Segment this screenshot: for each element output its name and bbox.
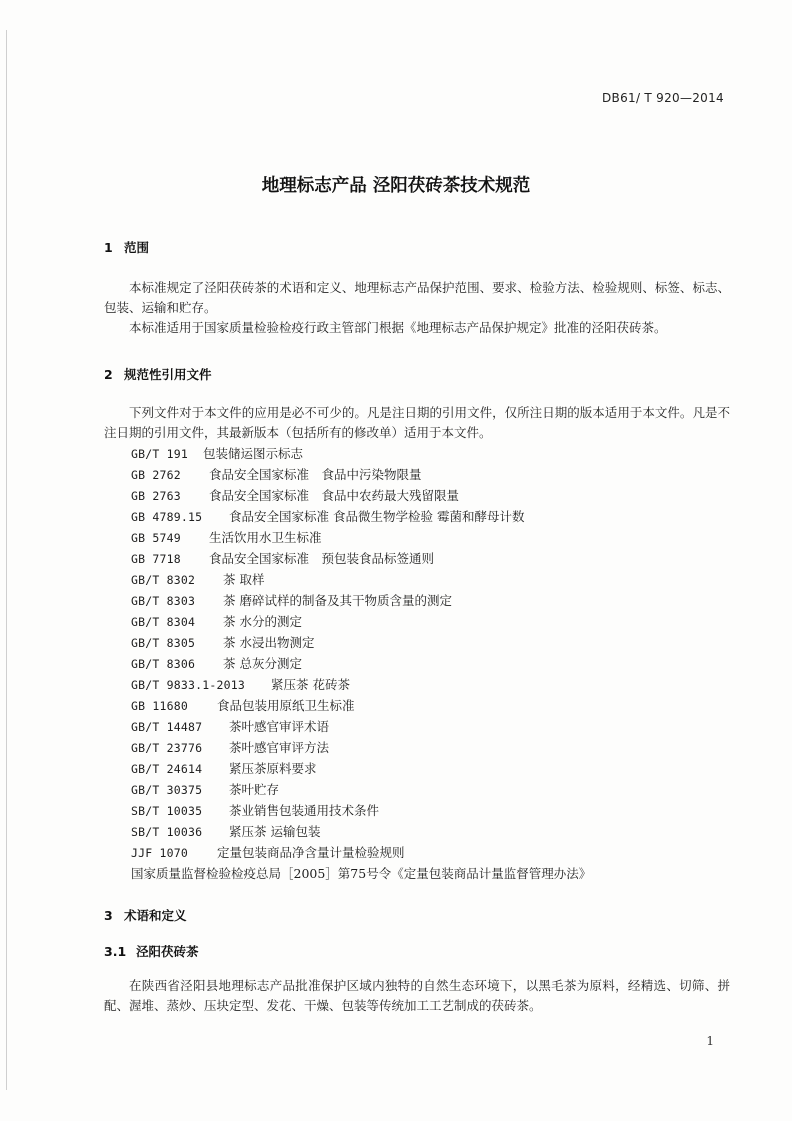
reference-name: 茶叶贮存 [229, 782, 280, 797]
reference-code: GB/T 9833.1-2013 [131, 678, 245, 692]
reference-code: GB 2763 [131, 489, 181, 503]
reference-item [131, 843, 405, 863]
reference-item [131, 486, 460, 506]
scope-paragraph-2: 本标准适用于国家质量检验检疫行政主管部门根据《地理标志产品保护规定》批准的泾阳茯砖茶。 [129, 320, 667, 335]
reference-code: GB/T 14487 [131, 720, 203, 734]
reference-item [131, 507, 525, 527]
reference-name: 食品安全国家标准 食品微生物学检验 霉菌和酵母计数 [229, 509, 525, 524]
page-number: 1 [706, 1034, 714, 1048]
reference-name: 茶叶感官审评术语 [229, 719, 330, 734]
scope-paragraph-1: 本标准规定了泾阳茯砖茶的术语和定义、地理标志产品保护范围、要求、检验方法、检验规则、标签、标志、包装、运输和贮存。 [104, 280, 730, 315]
subsection-3-1-heading [104, 942, 199, 960]
reference-name: 茶叶感官审评方法 [229, 740, 330, 755]
section-3-heading [104, 906, 187, 924]
reference-name: 茶 磨碎试样的制备及其干物质含量的测定 [223, 593, 452, 608]
reference-item [131, 696, 355, 716]
reference-name: 紧压茶 花砖茶 [271, 677, 350, 692]
reference-name: 茶 水分的测定 [223, 614, 302, 629]
reference-code: GB 7718 [131, 552, 181, 566]
section-1-heading [104, 238, 149, 256]
section-number: 1 [104, 240, 113, 255]
reference-item [131, 528, 322, 548]
reference-code: GB/T 23776 [131, 741, 203, 755]
reference-name: 包装储运图示标志 [203, 446, 304, 461]
reference-item [131, 822, 321, 842]
reference-code: JJF 1070 [131, 846, 188, 860]
reference-code: GB/T 30375 [131, 783, 203, 797]
reference-item [131, 717, 330, 737]
reference-item [131, 801, 380, 821]
reference-code: GB 5749 [131, 531, 181, 545]
reference-code: GB/T 8306 [131, 657, 196, 671]
reference-item [131, 465, 422, 485]
reference-name: 食品安全国家标准 预包装食品标签通则 [209, 551, 435, 566]
reference-name: 食品安全国家标准 食品中污染物限量 [209, 467, 422, 482]
reference-name: 食品包装用原纸卫生标准 [217, 698, 355, 713]
reference-code: GB/T 8305 [131, 636, 196, 650]
reference-item [131, 591, 452, 611]
reference-item [131, 654, 302, 674]
reference-item [131, 675, 350, 695]
section-2-heading [104, 365, 212, 383]
reference-code: GB/T 191 [131, 447, 188, 461]
reference-item [131, 570, 265, 590]
reference-name: 生活饮用水卫生标准 [209, 530, 322, 545]
reference-code: GB/T 8302 [131, 573, 196, 587]
section-number: 3 [104, 908, 113, 923]
reference-code: SB/T 10035 [131, 804, 203, 818]
references-intro-paragraph: 下列文件对于本文件的应用是必不可少的。凡是注日期的引用文件，仅所注日期的版本适用于本文件。凡是不注日期的引用文件，其最新版本（包括所有的修改单）适用于本文件。 [104, 405, 730, 440]
reference-code: GB 4789.15 [131, 510, 203, 524]
section-title: 规范性引用文件 [124, 367, 212, 382]
reference-name: 紧压茶原料要求 [229, 761, 317, 776]
document-code: DB61/ T 920—2014 [602, 91, 724, 105]
definition-paragraph: 在陕西省泾阳县地理标志产品批准保护区域内独特的自然生态环境下，以黑毛茶为原料，经精选、切筛、拼配、渥堆、蒸炒、压块定型、发花、干燥、包装等传统加工工艺制成的茯砖茶。 [104, 978, 730, 1013]
reference-item [131, 780, 280, 800]
decree-reference: 国家质量监督检验检疫总局［2005］第75号令《定量包装商品计量监督管理办法》 [131, 866, 592, 881]
reference-name: 紧压茶 运输包装 [229, 824, 321, 839]
reference-name: 茶业销售包装通用技术条件 [229, 803, 380, 818]
reference-code: GB 2762 [131, 468, 181, 482]
reference-name: 茶 取样 [223, 572, 265, 587]
reference-item [131, 444, 304, 464]
reference-code: GB/T 8304 [131, 615, 196, 629]
section-title: 范围 [124, 240, 150, 255]
section-number: 3.1 [104, 944, 127, 959]
reference-item [131, 612, 302, 632]
document-title: 地理标志产品 泾阳茯砖茶技术规范 [261, 176, 531, 196]
reference-code: GB 11680 [131, 699, 188, 713]
section-number: 2 [104, 367, 113, 382]
reference-code: SB/T 10036 [131, 825, 203, 839]
reference-item [131, 738, 330, 758]
reference-code: GB/T 24614 [131, 762, 203, 776]
reference-item [131, 549, 435, 569]
reference-name: 食品安全国家标准 食品中农药最大残留限量 [209, 488, 460, 503]
reference-name: 定量包装商品净含量计量检验规则 [217, 845, 405, 860]
section-title: 术语和定义 [124, 908, 187, 923]
reference-name: 茶 总灰分测定 [223, 656, 302, 671]
section-title: 泾阳茯砖茶 [136, 944, 199, 959]
reference-item [131, 759, 317, 779]
reference-code: GB/T 8303 [131, 594, 196, 608]
reference-item [131, 633, 315, 653]
reference-name: 茶 水浸出物测定 [223, 635, 315, 650]
